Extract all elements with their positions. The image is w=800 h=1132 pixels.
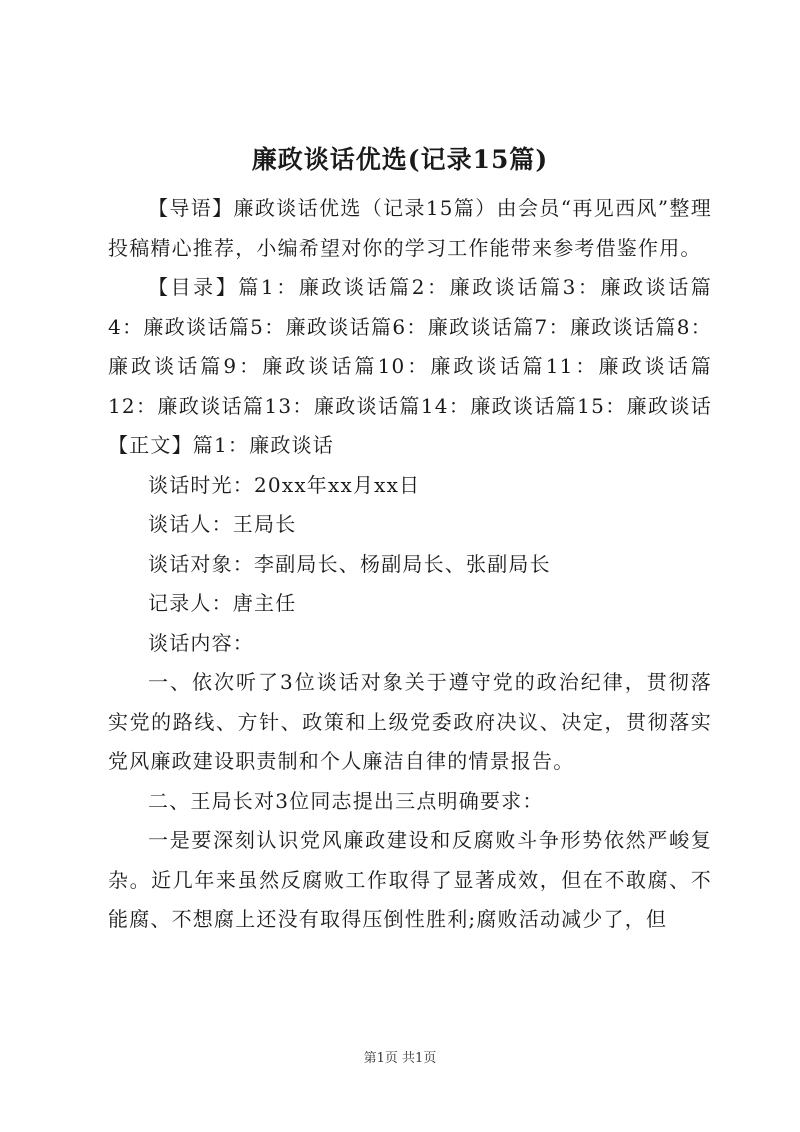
paragraph-content-heading: 谈话内容： (148, 630, 254, 655)
paragraph-talk-time: 谈话时光：20xx年xx月xx日 (148, 472, 421, 497)
paragraph-section-one: 一、依次听了3位谈话对象关于遵守党的政治纪律，贯彻落实党的路线、方针、政策和上级党委政府决议、决定，贯彻落实党风廉政建设职责制和个人廉洁自律的情景报告。 (108, 670, 712, 773)
paragraph-section-two: 二、王局长对3位同志提出三点明确要求： (148, 788, 544, 813)
paragraph-point-one: 一是要深刻认识党风廉政建设和反腐败斗争形势依然严峻复杂。近几年来虽然反腐败工作取得了显著成效，但在不敢腐、不能腐、不想腐上还没有取得压倒性胜利;腐败活动减少了，但 (108, 828, 712, 931)
paragraph-speaker: 谈话人：王局长 (148, 512, 297, 536)
document-title: 廉政谈话优选(记录15篇) (251, 145, 549, 174)
paragraph-recorder: 记录人：唐主任 (148, 591, 297, 615)
paragraph-toc: 【目录】篇1：廉政谈话篇2：廉政谈话篇3：廉政谈话篇4：廉政谈话篇5：廉政谈话篇6：廉政谈话篇7：廉政谈话篇8：廉政谈话篇9：廉政谈话篇10：廉政谈话篇11：廉政谈话篇12：廉政谈话篇13：廉政谈话篇14：廉政谈话篇15：廉政谈话【正文】篇1：廉政谈话 (108, 275, 712, 457)
paragraph-intro: 【导语】廉政谈话优选（记录15篇）由会员“再见西风”整理投稿精心推荐，小编希望对你的学习工作能带来参考借鉴作用。 (108, 196, 712, 260)
document-body (108, 189, 712, 940)
page-footer: 第1页 共1页 (363, 1051, 437, 1066)
paragraph-talk-targets: 谈话对象：李副局长、杨副局长、张副局长 (148, 551, 551, 576)
